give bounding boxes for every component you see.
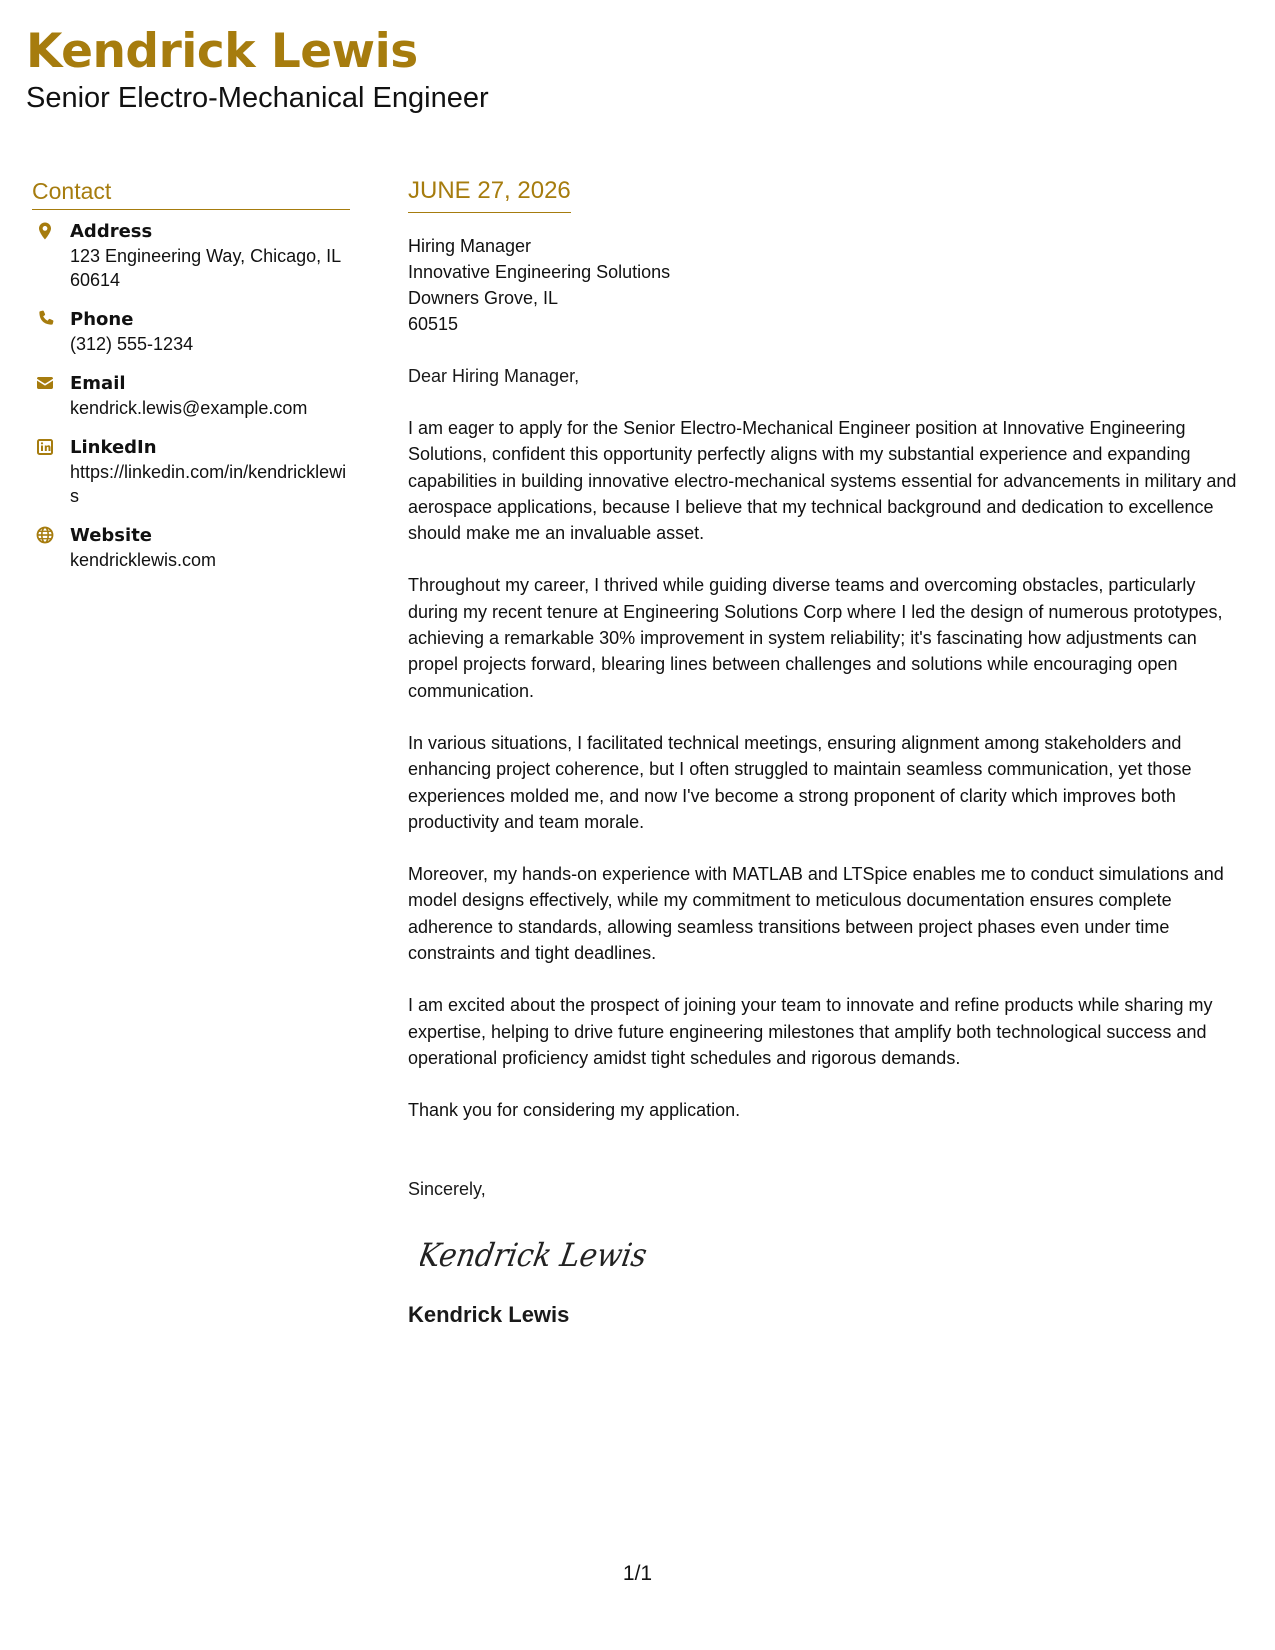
body-paragraph: Thank you for considering my application. [408,1100,741,1121]
map-pin-icon [35,221,55,241]
phone-icon [35,309,55,329]
contact-list [32,220,350,572]
recipient-line: Downers Grove, IL [408,288,559,308]
contact-heading: Contact [32,176,350,210]
website-value[interactable]: kendricklewis.com [70,550,217,570]
linkedin-label: LinkedIn [70,437,157,458]
signature-text: Kendrick Lewis [420,1235,660,1274]
linkedin-icon [35,437,55,457]
body-paragraph: I am excited about the prospect of joining your team to innovate and refine products while sharing my expertise, helping to drive future engineering milestones that amplify both technological success and operational proficiency amidst tight schedules and rigorous demands. [408,995,1213,1068]
recipient-block [408,233,1248,337]
letter-body [408,176,1248,1329]
page-number: 1/1 [622,1562,653,1585]
body-paragraph: Moreover, my hands-on experience with MATLAB and LTSpice enables me to conduct simulations and model designs effectively, while my commitment to meticulous documentation ensures complete adherence to standards, allowing seamless transitions between project phases even under time constraints and tight deadlines. [408,864,1224,964]
address-value: 123 Engineering Way, Chicago, IL 60614 [70,246,341,290]
recipient-line: 60515 [408,314,459,334]
body-paragraph: I am eager to apply for the Senior Electro-Mechanical Engineer position at Innovative Engineering Solutions, confident this opportunity perfectly aligns with my substantial experience and expanding capabilities in building innovative electro-mechanical systems essential for advancements in military and aerospace applications, because I believe that my technical background and dedication to excellence should make me an invaluable asset. [408,418,1237,544]
website-label: Website [70,525,153,546]
phone-value: (312) 555-1234 [70,334,194,354]
contact-item-phone [32,308,350,356]
body-paragraph: Throughout my career, I thrived while guiding diverse teams and overcoming obstacles, particularly during my recent tenure at Engineering Solutions Corp where I led the design of numerous prototypes, achieving a remarkable 30% improvement in system reliability; it's fascinating how adjustments can propel projects forward, blearing lines between challenges and solutions while encouraging open communication. [408,575,1223,701]
salutation: Dear Hiring Manager, [408,366,580,386]
signer-name: Kendrick Lewis [408,1301,570,1327]
contact-item-address [32,220,350,292]
recipient-line: Hiring Manager [408,236,532,256]
body-paragraph: In various situations, I facilitated technical meetings, ensuring alignment among stakeholders and enhancing project coherence, but I often struggled to maintain seamless communication, yet those experiences molded me, and now I've become a strong proponent of clarity which improves both productivity and team morale. [408,732,1192,832]
resume-header [26,24,489,116]
contact-sidebar [32,176,350,588]
email-label: Email [70,373,126,394]
envelope-icon [35,373,55,393]
linkedin-value[interactable]: https://linkedin.com/in/kendricklewis [70,462,347,506]
email-value: kendrick.lewis@example.com [70,398,308,418]
contact-item-website [32,524,350,572]
recipient-line: Innovative Engineering Solutions [408,262,671,282]
phone-label: Phone [70,309,134,330]
job-title: Senior Electro-Mechanical Engineer [26,82,489,114]
letter-date: JUNE 27, 2026 [408,176,571,213]
contact-item-linkedin [32,436,350,508]
contact-item-email [32,372,350,420]
signature-image [420,1224,660,1284]
closing: Sincerely, [408,1178,486,1199]
globe-icon [35,525,55,545]
applicant-name: Kendrick Lewis [26,24,418,79]
address-label: Address [70,221,153,242]
